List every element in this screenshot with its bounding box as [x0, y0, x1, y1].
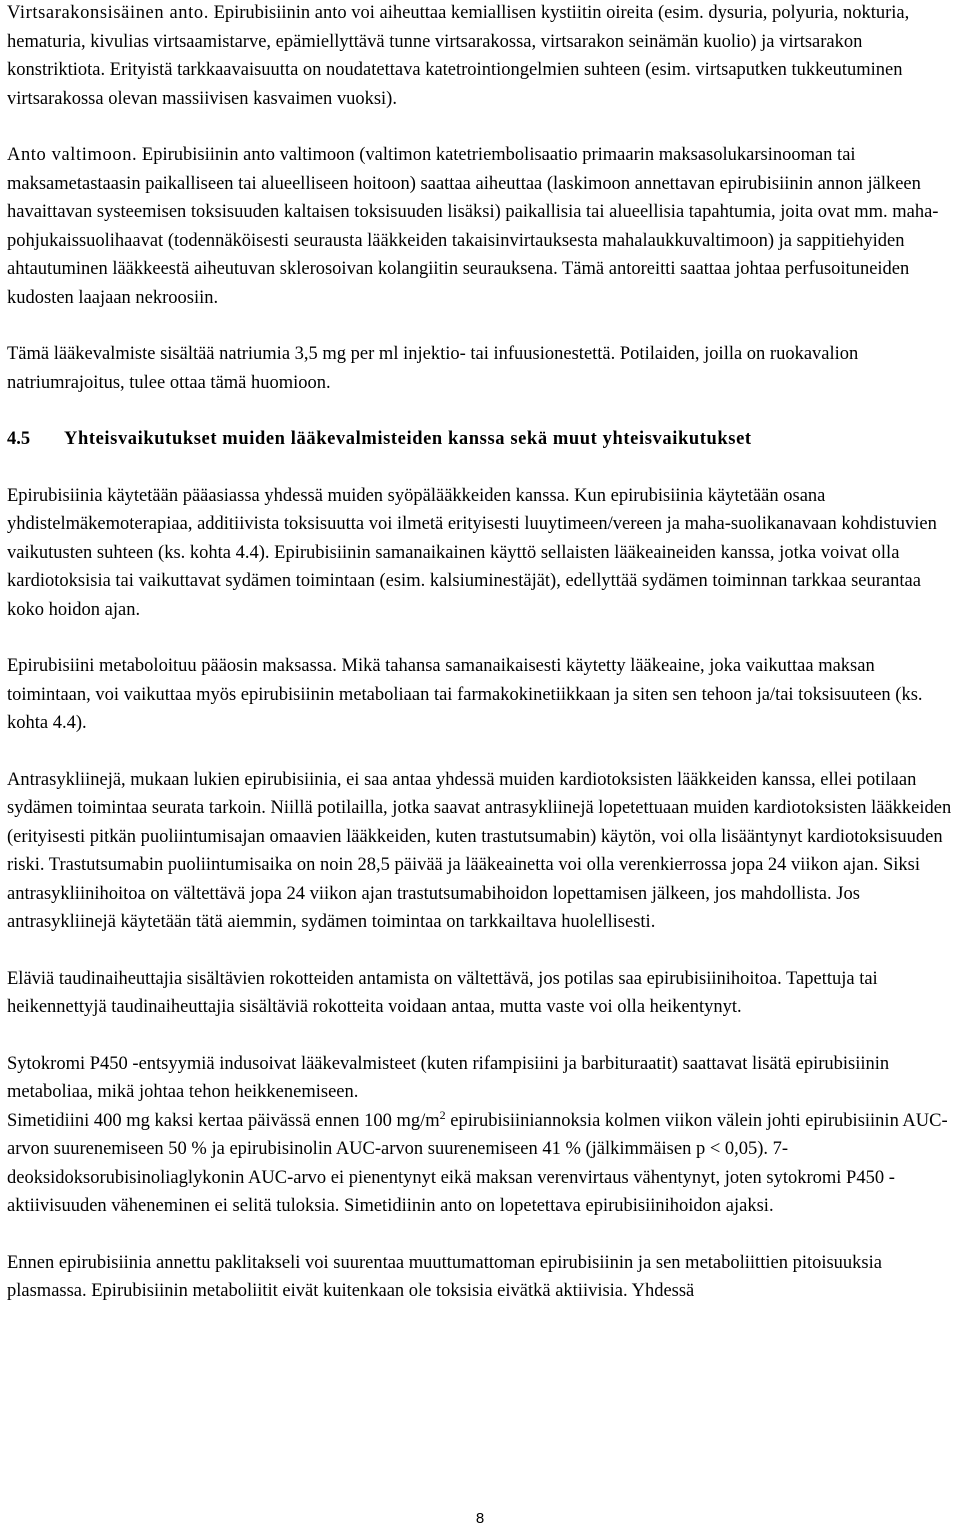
section-heading	[7, 425, 957, 454]
paragraph-text: Epirubisiinin anto voi aiheuttaa kemiallisen kystiitin oireita (esim. dysuria, polyuria, nokturia, hematuria, kivulias virtsaamistarve, epämiellyttävä tunne virtsarakossa, virtsarakon seinämän kuolio) ja virtsarakon konstriktiota. Erityistä tarkkaavaisuutta on noudatettava katetrointiongelmien suhteen (esim. virtsaputken tukkeutuminen virtsarakossa olevan massiivisen kasvaimen vuoksi).	[7, 3, 910, 109]
paragraph-lead: Anto valtimoon.	[7, 145, 138, 165]
paragraph-intra-arterial	[7, 141, 957, 312]
paragraph-lead: Virtsarakonsisäinen anto.	[7, 3, 209, 23]
paragraph-text: Simetidiini 400 mg kaksi kertaa päivässä ennen 100 mg/m	[7, 1110, 440, 1131]
paragraph-vaccines: Eläviä taudinaiheuttajia sisältävien rokotteiden antamista on vältettävä, jos potilas saa epirubisiinihoitoa. Tapettuja tai heikennettyjä taudinaiheuttajia sisältäviä rokotteita voidaan antaa, mutta vaste voi olla heikentynyt.	[7, 968, 878, 1017]
paragraph-combination: Epirubisiinia käytetään pääasiassa yhdessä muiden syöpälääkkeiden kanssa. Kun epirubisiinia käytetään osana yhdistelmäkemoterapiaa, additiivista toksisuutta voi ilmetä erityisesti luuytimeen/vereen ja maha-suolikanavaan kohdistuvien vaikutusten suhteen (ks. kohta 4.4). Epirubisiinin samanaikainen käyttö sellaisten lääkeaineiden kanssa, jotka voivat olla kardiotoksisia tai vaikuttavat sydämen toimintaan (esim. kalsiuminestäjät), edellyttää sydämen toiminnan tarkkaa seurantaa koko hoidon ajan.	[7, 485, 937, 620]
paragraph-text: epirubisiiniannoksia kolmen viikon välein johti epirubisiinin AUC-arvon suurenemiseen 50 % ja epirubisinolin AUC-arvon suurenemiseen 41 % (jälkimmäisen p < 0,05). 7-deoksidoksorubisinoliaglykonin AUC-arvo ei pienentynyt eikä maksan verenvirtaus vähentynyt, joten sytokromi P450 -aktiivisuuden väheneminen ei selitä tuloksia. Simetidiinin anto on lopetettava epirubisiinihoidon ajaksi.	[7, 1110, 948, 1216]
paragraph-sodium: Tämä lääkevalmiste sisältää natriumia 3,5 mg per ml injektio- tai infuusionestettä. Potilaiden, joilla on ruokavalion natriumrajoitus, tulee ottaa tämä huomioon.	[7, 344, 859, 393]
paragraph-cimetidine	[7, 1107, 957, 1221]
document-page	[7, 0, 957, 1306]
paragraph-intravesical	[7, 0, 957, 113]
paragraph-text: Epirubisiinin anto valtimoon (valtimon katetriembolisaatio primaarin maksasolukarsinooman tai maksametastaasin paikalliseen tai alueelliseen hoitoon) saattaa aiheuttaa (laskimoon annettavan epirubisiinin annon jälkeen havaittavan systeemisen toksisuuden kaltaisen toksisuuden lisäksi) paikallisia tai alueellisia tapahtumia, joita ovat mm. maha-pohjukaissuolihaavat (todennäköisesti seurausta lääkkeiden takaisinvirtauksesta mahalaukkuvaltimoon) ja sappitiehyiden ahtautuminen lääkkeestä aiheutuvan sklerosoivan kolangiitin seurauksena. Tämä antoreitti saattaa johtaa perfusoituneiden kudosten laajaan nekroosiin.	[7, 145, 939, 308]
paragraph-anthracyclines: Antrasykliinejä, mukaan lukien epirubisiinia, ei saa antaa yhdessä muiden kardiotoksisten lääkkeiden kanssa, ellei potilaan sydämen toimintaa seurata tarkoin. Niillä potilailla, jotka saavat antrasykliinejä lopetettuaan muiden kardiotoksisten lääkkeiden (erityisesti pitkän puoliintumisajan omaavien lääkkeiden, kuten trastutsumabin) käytön, voi olla lisääntynyt kardiotoksisuuden riski. Trastutsumabin puoliintumisaika on noin 28,5 päivää ja lääkeainetta voi olla verenkierrossa jopa 24 viikon ajan. Siksi antrasykliinihoitoa on vältettävä jopa 24 viikon ajan trastutsumabihoidon lopettamisen jälkeen, jos mahdollista. Jos antrasykliinejä käytetään tätä aiemmin, sydämen toimintaa on tarkkailtava huolellisesti.	[7, 769, 952, 932]
superscript: 2	[439, 1107, 446, 1122]
section-title: Yhteisvaikutukset muiden lääkevalmisteiden kanssa sekä muut yhteisvaikutukset	[64, 429, 752, 449]
paragraph-cytochrome: Sytokromi P450 -entsyymiä indusoivat lääkevalmisteet (kuten rifampisiini ja barbituraatit) saattavat lisätä epirubisiinin metaboliaa, mikä johtaa tehon heikkenemiseen.	[7, 1053, 890, 1102]
paragraph-paclitaxel: Ennen epirubisiinia annettu paklitakseli voi suurentaa muuttumattoman epirubisiinin ja sen metaboliittien pitoisuuksia plasmassa. Epirubisiinin metaboliitit eivät kuitenkaan ole toksisia eivätkä aktiivisia. Yhdessä	[7, 1252, 882, 1301]
section-number: 4.5	[7, 429, 31, 449]
page-number: 8	[475, 1510, 485, 1527]
paragraph-liver-metabolism: Epirubisiini metaboloituu pääosin maksassa. Mikä tahansa samanaikaisesti käytetty lääkeaine, joka vaikuttaa maksan toimintaan, voi vaikuttaa myös epirubisiinin metaboliaan tai farmakokinetiikkaan ja siten sen tehoon ja/tai toksisuuteen (ks. kohta 4.4).	[7, 656, 923, 733]
